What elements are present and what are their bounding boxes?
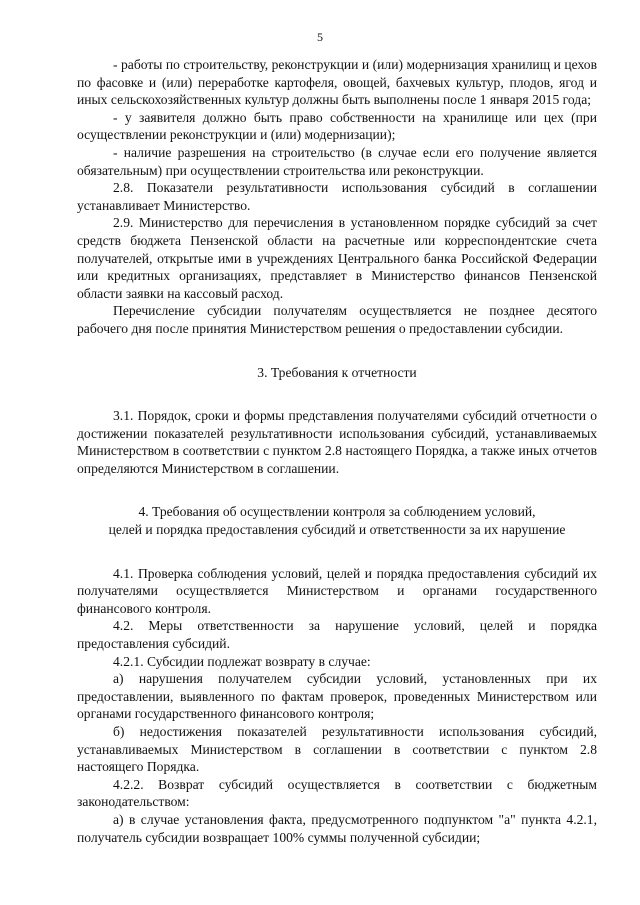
paragraph: 4.2.1. Субсидии подлежат возврату в случае:: [113, 653, 371, 669]
paragraph: 4.2.2. Возврат субсидий осуществляется в соответствии с бюджетным законодательством:: [77, 776, 597, 810]
paragraph: б) недостижения показателей результативности использования субсидий, устанавливаемых Министерством в соглашении в соответствии с пунктом 2.8 настоящего Порядка.: [77, 724, 597, 775]
section-heading-4-line-1: 4. Требования об осуществлении контроля за соблюдением условий,: [138, 504, 536, 520]
section-heading-4: [77, 503, 597, 538]
paragraph: 4.2. Меры ответственности за нарушение условий, целей и порядка предоставления субсидий.: [77, 618, 597, 652]
paragraph: - работы по строительству, реконструкции и (или) модернизация хранилищ и цехов по фасовке и (или) переработке картофеля, овощей, бахчевых культур, плодов, ягод и иных сельскохозяйственных культур должны быть выполнены после 1 января 2015 года;: [77, 57, 597, 108]
paragraph: Перечисление субсидии получателям осуществляется не позднее десятого рабочего дня после принятия Министерством решения о предоставлении субсидии.: [77, 303, 597, 336]
paragraph: - наличие разрешения на строительство (в случае если его получение является обязательным) при осуществлении строительства или реконструкции.: [77, 144, 597, 178]
paragraph: 2.8. Показатели результативности использования субсидий в соглашении устанавливает Министерство.: [77, 180, 597, 213]
paragraph: 2.9. Министерство для перечисления в установленном порядке субсидий за счет средств бюджета Пензенской области на расчетные или корреспондентские счета получателей, открытые ими в учреждениях Центрального банка Российской Федерации или кредитных организациях, представляет в Министерство финансов Пензенской области заявки на кассовый расход.: [77, 215, 597, 301]
paragraph: 4.1. Проверка соблюдения условий, целей и порядка предоставления субсидий их получателями осуществляется Министерством и органами государственного финансового контроля.: [77, 565, 597, 616]
section-heading-4-line-2: целей и порядка предоставления субсидий и ответственности за их нарушение: [108, 522, 566, 538]
paragraph: - у заявителя должно быть право собственности на хранилище или цех (при осуществлении реконструкции и (или) модернизации);: [77, 109, 597, 143]
paragraph: 3.1. Порядок, сроки и формы представления получателями субсидий отчетности о достижении показателей результативности использования субсидий, устанавливаемых Министерством в соответствии с пунктом 2.8 настоящего Порядка, а также иных отчетов определяются Министерством в соглашении.: [77, 408, 597, 476]
section-heading-3: 3. Требования к отчетности: [257, 364, 417, 380]
paragraph: а) нарушения получателем субсидии условий, установленных при их предоставлении, выявленного по фактам проверок, проведенных Министерством или органами государственного финансового контроля;: [77, 671, 597, 722]
paragraph: а) в случае установления факта, предусмотренного подпунктом "а" пункта 4.2.1, получатель субсидии возвращает 100% суммы полученной субсидии;: [77, 811, 597, 845]
document-body: [77, 56, 597, 846]
page-number: 5: [317, 30, 323, 44]
